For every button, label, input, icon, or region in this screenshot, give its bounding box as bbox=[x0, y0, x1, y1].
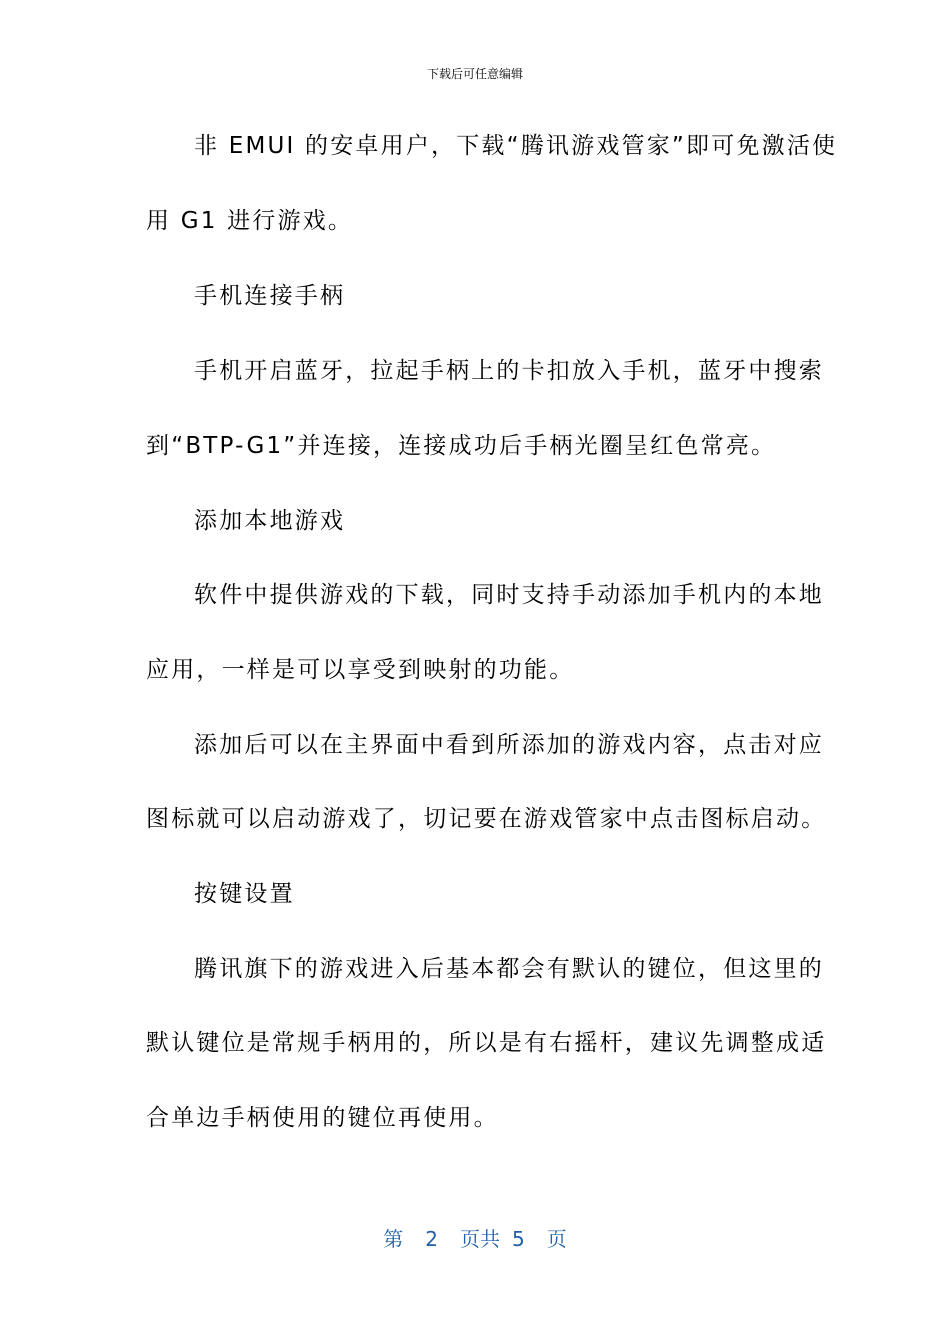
section-heading: 添加本地游戏 bbox=[194, 508, 346, 534]
page-header: 下载后可任意编辑 bbox=[426, 67, 523, 81]
paragraph-line: 默认键位是常规手柄用的，所以是有右摇杆，建议先调整成适 bbox=[146, 1030, 827, 1056]
paragraph-line: 手机开启蓝牙，拉起手柄上的卡扣放入手机，蓝牙中搜索 bbox=[194, 358, 824, 384]
paragraph-line: 腾讯旗下的游戏进入后基本都会有默认的键位，但这里的 bbox=[194, 956, 824, 982]
footer-suffix: 页 bbox=[546, 1227, 567, 1251]
section-heading: 手机连接手柄 bbox=[194, 283, 346, 309]
paragraph-line: 合单边手柄使用的键位再使用。 bbox=[146, 1105, 499, 1131]
section-heading: 按键设置 bbox=[194, 881, 295, 907]
paragraph-line: 软件中提供游戏的下载，同时支持手动添加手机内的本地 bbox=[194, 582, 824, 608]
footer-total-pages: 5 bbox=[512, 1227, 525, 1251]
footer-page-number: 2 bbox=[425, 1227, 438, 1251]
paragraph-line: 用 G1 进行游戏。 bbox=[146, 208, 354, 234]
paragraph-line: 到“BTP-G1”并连接，连接成功后手柄光圈呈红色常亮。 bbox=[146, 433, 777, 459]
paragraph-line: 添加后可以在主界面中看到所添加的游戏内容，点击对应 bbox=[194, 732, 824, 758]
footer-middle: 页共 bbox=[460, 1227, 500, 1251]
paragraph-line: 非 EMUI 的安卓用户，下载“腾讯游戏管家”即可免激活使 bbox=[194, 133, 838, 159]
paragraph-line: 图标就可以启动游戏了，切记要在游戏管家中点击图标启动。 bbox=[146, 806, 827, 832]
page-footer bbox=[0, 1226, 950, 1252]
paragraph-line: 应用，一样是可以享受到映射的功能。 bbox=[146, 657, 575, 683]
footer-prefix: 第 bbox=[383, 1227, 404, 1251]
